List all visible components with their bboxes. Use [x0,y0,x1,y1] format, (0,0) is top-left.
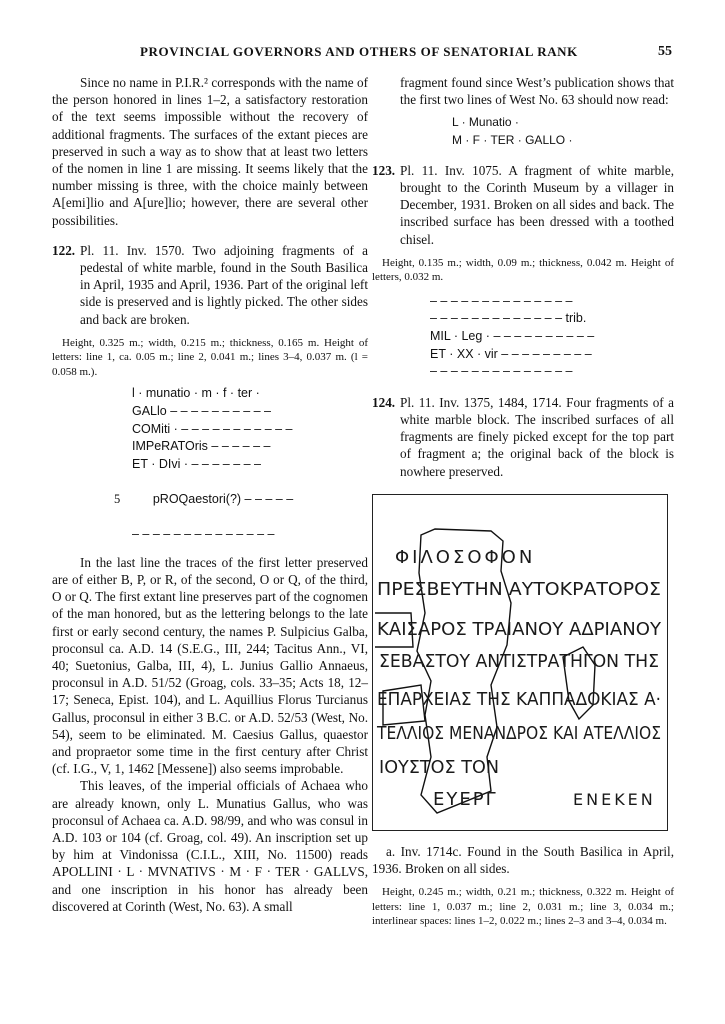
inscription-123 [372,293,674,381]
paragraph-officials: This leaves, of the imperial officials of Achaea who are already known, only L. Munatius Gallus, who was proconsul of Achaea ca. A.D. 98/99, and who was consul in A.D. 103 or 104 (cf. Groag, col. 49). An inscription set up by him at Vindonissa (C.I.L., XIII, No. 11500) reads APOLLINI · L · MVNATIVS · M · F · TER · GALLVS, and one inscription in his honor has already been discovered at Corinth (West, No. 63). A small [52,778,368,914]
paragraph-traces: In the last line the traces of the first letter preserved are of either B, P, or R, of the second, O or Q, of the third, O or Q. The first extant line preserves part of the cognomen of the man honored, but as the lettering belongs to the late first or early second century, the names P. Sulpicius Galba, proconsul ca. A.D. 14 (S.E.G., III, 244; Tacitus Ann., VI, 40; Suetonius, Galba, III, 4), L. Junius Gallio Annaeus, proconsul in A.D. 51/52 (Groag, cols. 33–35; Acts 18, 12–17; Seneca, Epist. 104), and L. Aquillius Florus Turcianus Gallus, proconsul in either 3 B.C. or A.D. 52/53 (West, No. 54), seem to be eliminated. M. Caesius Gallus, quaestor and propraetor some time in the first century after Christ (cf. I.G., V, 1, 1462 [Messene]) also seems improbable. [52,554,368,777]
inscription-line: – – – – – – – – – – – – – trib. [430,311,587,326]
measurements-123: Height, 0.135 m.; width, 0.09 m.; thickness, 0.042 m. Height of letters, 0.032 m. [372,256,674,284]
inscription-line: COMiti · – – – – – – – – – – – [132,421,293,436]
inscription-line: ET · XX · vir – – – – – – – – – [430,346,592,361]
running-title: PROVINCIAL GOVERNORS AND OTHERS OF SENATORIAL RANK [140,44,578,59]
figure-line: ΦΙΛΟΣΟΦΟΝ [395,546,536,568]
figure-line: ΠΡΕΣΒΕΥΤΗΝ ΑΥΤΟΚΡΑΤΟΡΟΣ [377,578,661,600]
page-number: 55 [658,44,672,59]
inscription-122 [52,385,368,543]
inscription-line [114,473,368,526]
entry-description: Pl. 11. Inv. 1375, 1484, 1714. Four fragments of a white marble block. The inscribed surfaces of all fragments are finely picked except for the top part of fragment a; the original back of the block is nowhere preserved. [400,394,674,479]
greek-text [376,547,662,810]
right-column [372,74,674,929]
entry-123 [372,162,674,248]
left-column [52,74,368,915]
drawing-canvas [373,495,667,830]
entry-122 [52,242,368,328]
inscription-line: IMPeRATOris – – – – – – [132,439,271,454]
inscription-line: M · F · TER · GALLO · [452,132,573,147]
inscription-line: – – – – – – – – – – – – – – [430,293,573,308]
figure-line: ΤΕΛΛΙΟΣ ΜΕΝΑΝΔΡΟΣ ΚΑΙ ΑΤΕΛΛΙΟΣ [376,722,661,744]
entry-description: Pl. 11. Inv. 1075. A fragment of white marble, brought to the Corinth Museum by a villager in December, 1931. Broken on all sides and back. The inscribed surface has been dressed with a toothed chisel. [400,162,674,247]
entry-number: 122. [52,242,76,258]
figure-line: ΕΠΑΡΧΕΙΑΣ ΤΗΣ ΚΑΠΠΑΔΟΚΙΑΣ Α· [377,688,661,710]
entry-description: Pl. 11. Inv. 1570. Two adjoining fragments of a pedestal of white marble, found in the South Basilica in April, 1935 and April, 1936. Part of the original left side is preserved and is lightly picked. The other sides and back are broken. [80,242,368,327]
figure-line: ΕΝΕΚΕΝ [573,789,656,809]
line-number: 5 [114,491,121,506]
figure-line: ΚΑΙΣΑΡΟΣ ΤΡΑΙΑΝΟΥ ΑΔΡΙΑΝΟΥ [377,618,662,640]
inscription-line: l · munatio · m · f · ter · [132,386,260,401]
figure-line: ΕΥΕΡΓ [433,788,498,810]
west-63-lines [372,114,674,148]
figure-caption: a. Inv. 1714c. Found in the South Basilica in April, 1936. Broken on all sides. [372,843,674,877]
inscription-line: GALlo – – – – – – – – – – [132,403,271,418]
entry-number: 123. [372,162,396,178]
measurements-122: Height, 0.325 m.; width, 0.215 m.; thickness, 0.165 m. Height of letters: line 1, ca. 0.05 m.; line 2, 0.041 m.; lines 3–4, 0.037 m. (l = 0.058 m.). [52,336,368,378]
inscription-line: L · Munatio · [452,115,519,130]
figure-line: ΣΕΒΑΣΤΟΥ ΑΝΤΙΣΤΡΑΤΗΓΟΝ ΤΗΣ [379,650,659,672]
paragraph-restoration: Since no name in P.I.R.² corresponds with the name of the person honored in lines 1–2, a satisfactory restoration of the text seems impossible without the recovery of additional fragments. The surfaces of the extant pieces are preserved in such a way as to show that at least two letters of the nomen in line 1 are missing. It seems likely that the number missing is three, with the choice mainly between A[emi]lio and A[ure]lio; however, there are several other possibilities. [52,75,368,228]
inscription-line: ET · DIvi · – – – – – – – [132,456,261,471]
inscription-line-text: pROQaestori(?) – – – – – [152,491,294,506]
inscription-line: MIL · Leg · – – – – – – – – – – [430,329,595,344]
measurements-124: Height, 0.245 m.; width, 0.21 m.; thickness, 0.322 m. Height of letters: line 1, 0.037 m.; line 2, 0.031 m.; line 3, 0.034 m.; interlinear spaces: lines 1–2, 0.022 m.; lines 2–3 and 3–4, 0.034 m. [372,886,674,928]
entry-124 [372,394,674,480]
entry-number: 124. [372,394,396,410]
inscription-drawing [372,494,668,831]
inscription-line: – – – – – – – – – – – – – – [430,364,573,379]
inscription-line: – – – – – – – – – – – – – – [132,527,275,542]
figure-line: ΙΟΥΣΤΟΣ ΤΟΝ [379,756,499,778]
paragraph-west-63: fragment found since West’s publication shows that the first two lines of West No. 63 should now read: [400,75,674,108]
